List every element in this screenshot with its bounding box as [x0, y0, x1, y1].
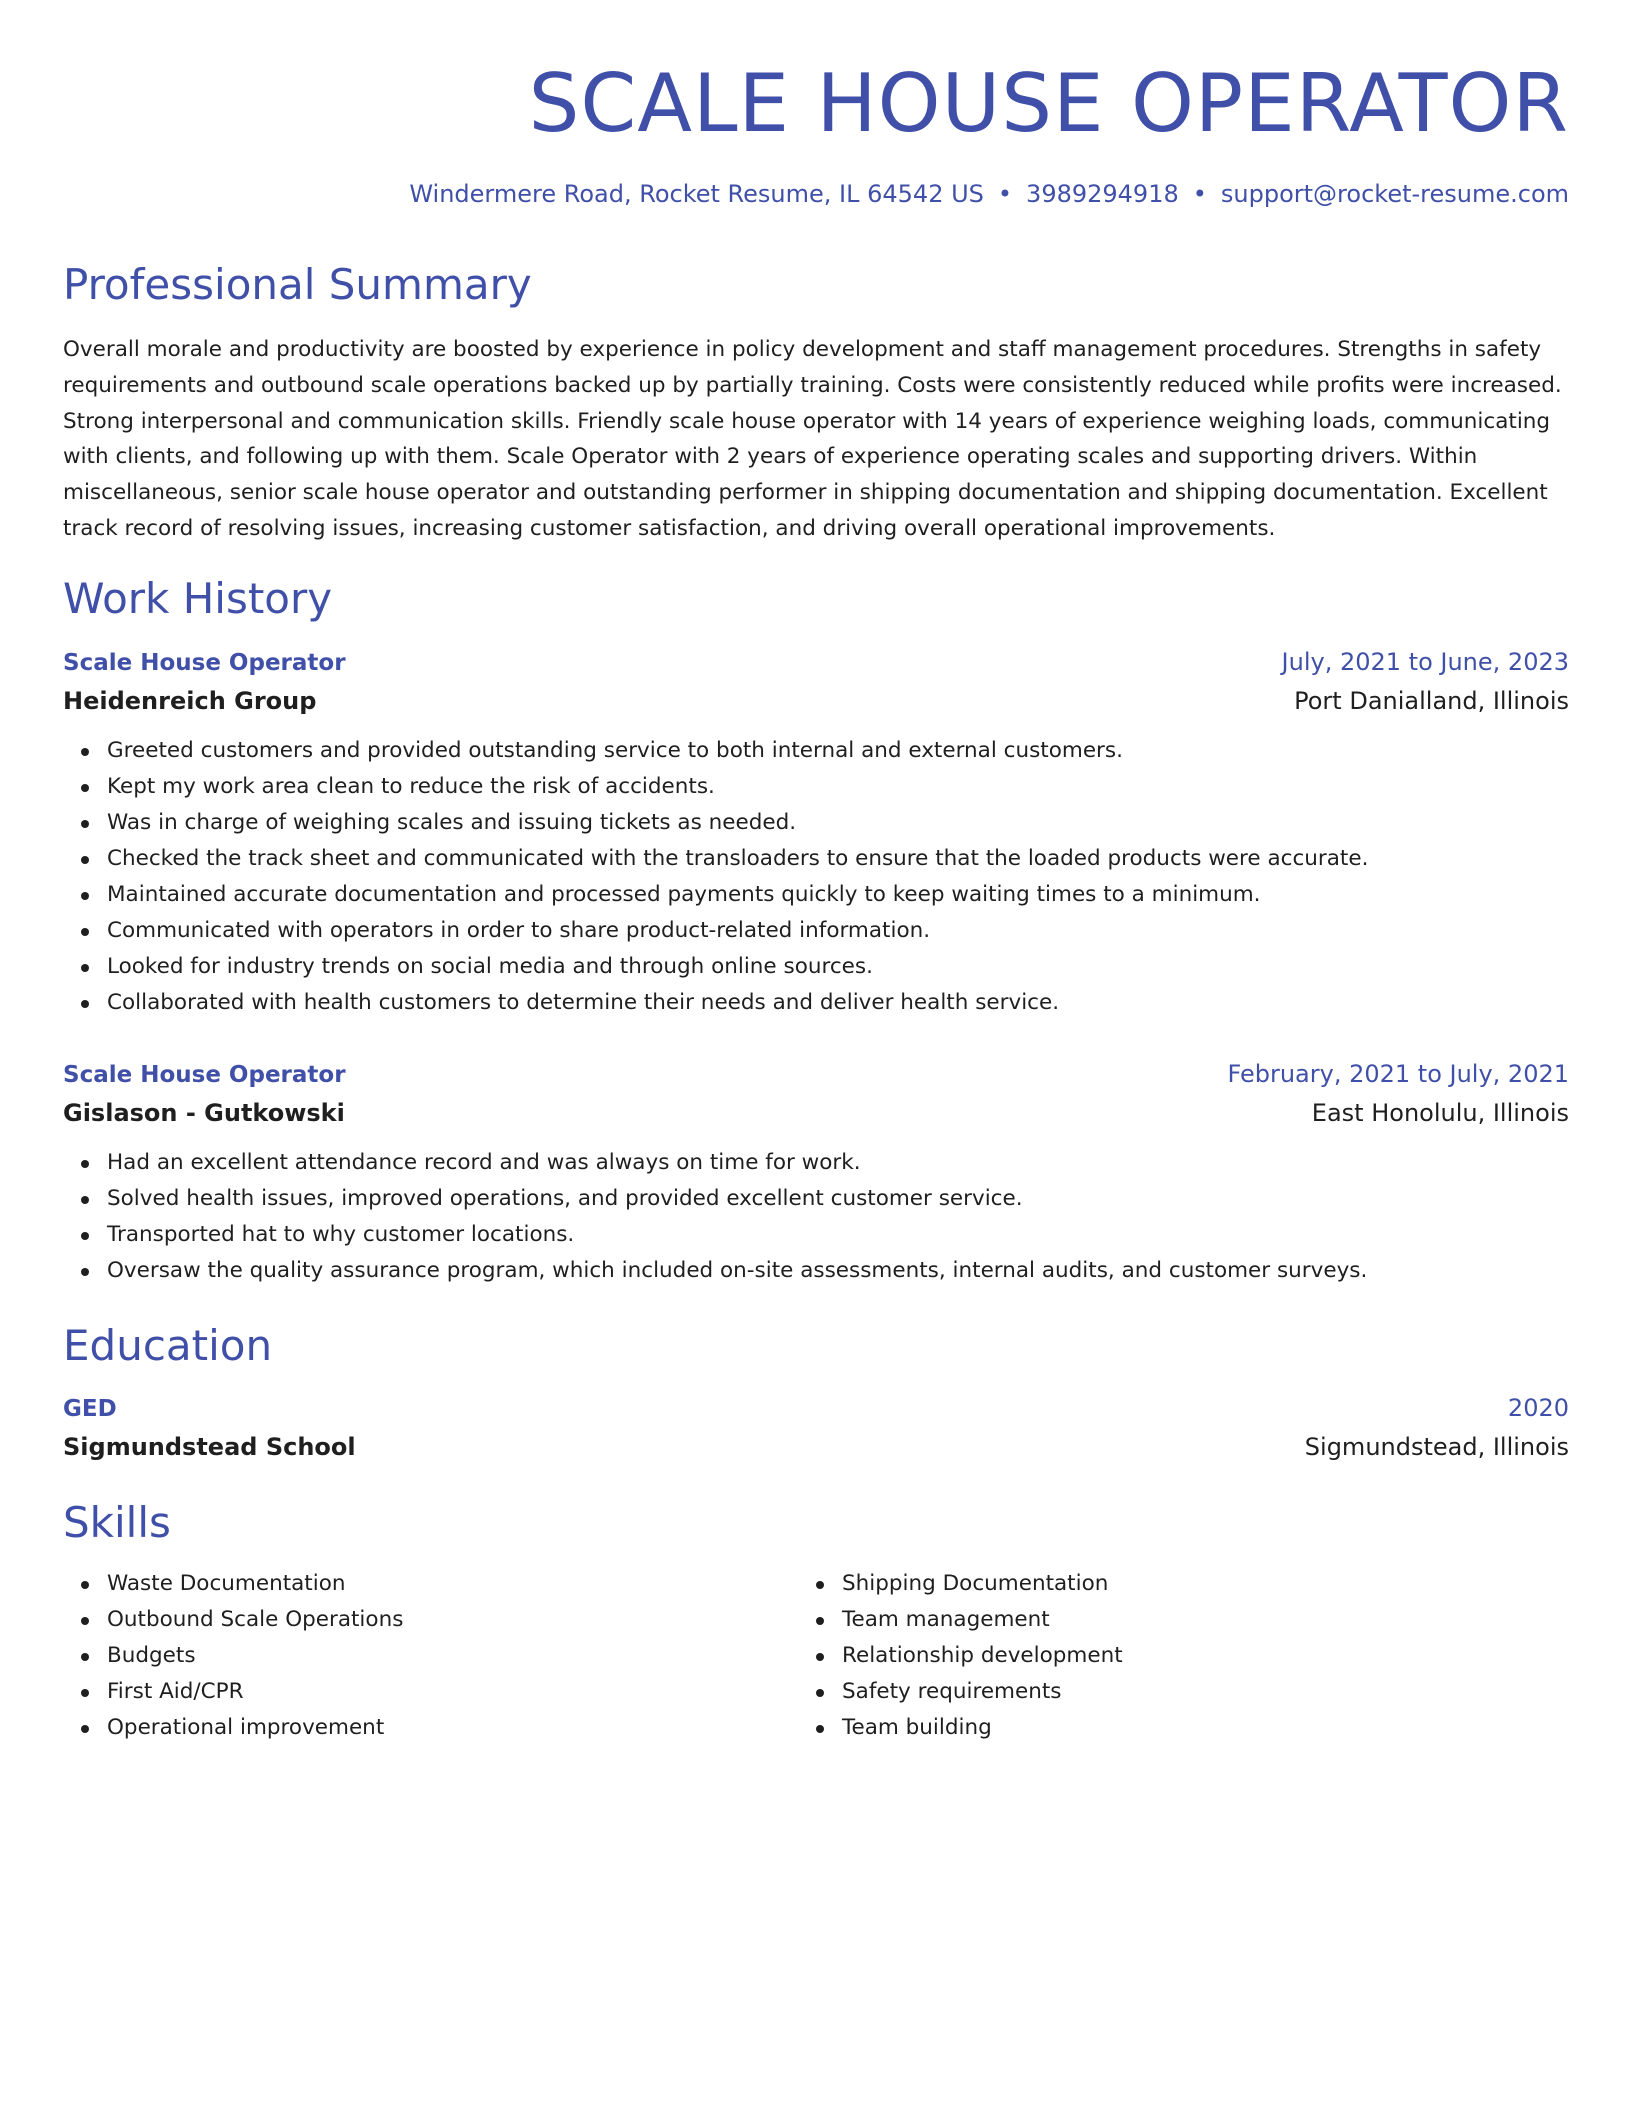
job-dates: July, 2021 to June, 2023	[1281, 648, 1569, 676]
job-bullet: Checked the track sheet and communicated with the transloaders to ensure that the loaded products were accurate.	[107, 841, 1569, 877]
education-header-row	[63, 1390, 1569, 1427]
skill-item: Waste Documentation	[107, 1566, 798, 1602]
job-bullets	[63, 733, 1569, 1021]
skill-item: Budgets	[107, 1638, 798, 1674]
job-bullet: Collaborated with health customers to determine their needs and deliver health service.	[107, 985, 1569, 1021]
work-history-heading: Work History	[63, 574, 333, 623]
job-header-row	[63, 644, 1569, 681]
job-bullet: Was in charge of weighing scales and issuing tickets as needed.	[107, 805, 1569, 841]
job-title: Scale House Operator	[63, 650, 346, 676]
graduation-year: 2020	[1507, 1394, 1569, 1422]
skills-heading: Skills	[63, 1498, 171, 1547]
separator-dot: •	[1192, 180, 1207, 208]
job-bullet: Communicated with operators in order to share product-related information.	[107, 913, 1569, 949]
job-bullet: Maintained accurate documentation and processed payments quickly to keep waiting times to a minimum.	[107, 877, 1569, 913]
job-title: Scale House Operator	[63, 1062, 346, 1088]
email-link[interactable]: support@rocket-resume.com	[1220, 180, 1569, 208]
education-heading: Education	[63, 1321, 273, 1370]
job-company-row	[63, 1093, 1569, 1133]
separator-dot: •	[997, 180, 1013, 208]
job-bullet: Looked for industry trends on social media and through online sources.	[107, 949, 1569, 985]
skill-item: Outbound Scale Operations	[107, 1602, 798, 1638]
job-bullet: Solved health issues, improved operations, and provided excellent customer service.	[107, 1181, 1569, 1217]
job-location: Port Danialland, Illinois	[1294, 687, 1569, 715]
school-location: Sigmundstead, Illinois	[1304, 1433, 1569, 1461]
skills-bullets-right	[798, 1566, 1533, 1746]
education-school-row	[63, 1427, 1569, 1467]
summary-text: Overall morale and productivity are boosted by experience in policy development and staff management procedures. Strengths in safety requirements and outbound scale operations backed up by partially training. Costs were consistently reduced while profits were increased. Strong interpersonal and communication skills. Friendly scale house operator with 14 years of experience weighing loads, communicating with clients, and following up with them. Scale Operator with 2 years of experience operating scales and supporting drivers. Within miscellaneous, senior scale house operator and outstanding performer in shipping documentation and shipping documentation. Excellent track record of resolving issues, increasing customer satisfaction, and driving overall operational improvements.	[63, 337, 1562, 541]
summary-heading: Professional Summary	[63, 260, 532, 309]
skills-list	[63, 1566, 1569, 1746]
company-name: Gislason - Gutkowski	[63, 1099, 345, 1127]
skills-bullets-left	[63, 1566, 798, 1746]
job-bullet: Transported hat to why customer locations.	[107, 1217, 1569, 1253]
skill-item: Team building	[842, 1710, 1533, 1746]
job-bullet: Had an excellent attendance record and was always on time for work.	[107, 1145, 1569, 1181]
skill-item: Team management	[842, 1602, 1533, 1638]
job-entry	[63, 644, 1569, 1021]
candidate-name: SCALE HOUSE OPERATOR	[528, 57, 1569, 150]
job-bullet: Oversaw the quality assurance program, which included on-site assessments, internal audits, and customer surveys.	[107, 1253, 1569, 1289]
skills-column-right	[798, 1566, 1533, 1746]
education-entry	[63, 1390, 1569, 1467]
school-name: Sigmundstead School	[63, 1433, 356, 1461]
job-header-row	[63, 1056, 1569, 1093]
skill-item: First Aid/CPR	[107, 1674, 798, 1710]
skill-item: Shipping Documentation	[842, 1566, 1533, 1602]
contact-line	[409, 178, 1569, 210]
phone-text: 3989294918	[1026, 180, 1179, 208]
job-bullets	[63, 1145, 1569, 1289]
skill-item: Relationship development	[842, 1638, 1533, 1674]
job-entry	[63, 1056, 1569, 1289]
skills-column-left	[63, 1566, 798, 1746]
job-dates: February, 2021 to July, 2021	[1227, 1060, 1569, 1088]
job-bullet: Kept my work area clean to reduce the risk of accidents.	[107, 769, 1569, 805]
job-company-row	[63, 681, 1569, 721]
skill-item: Operational improvement	[107, 1710, 798, 1746]
address-text: Windermere Road, Rocket Resume, IL 64542 US	[409, 180, 984, 208]
skill-item: Safety requirements	[842, 1674, 1533, 1710]
degree-name: GED	[63, 1396, 117, 1422]
job-bullet: Greeted customers and provided outstanding service to both internal and external customers.	[107, 733, 1569, 769]
company-name: Heidenreich Group	[63, 687, 317, 715]
job-location: East Honolulu, Illinois	[1311, 1099, 1569, 1127]
